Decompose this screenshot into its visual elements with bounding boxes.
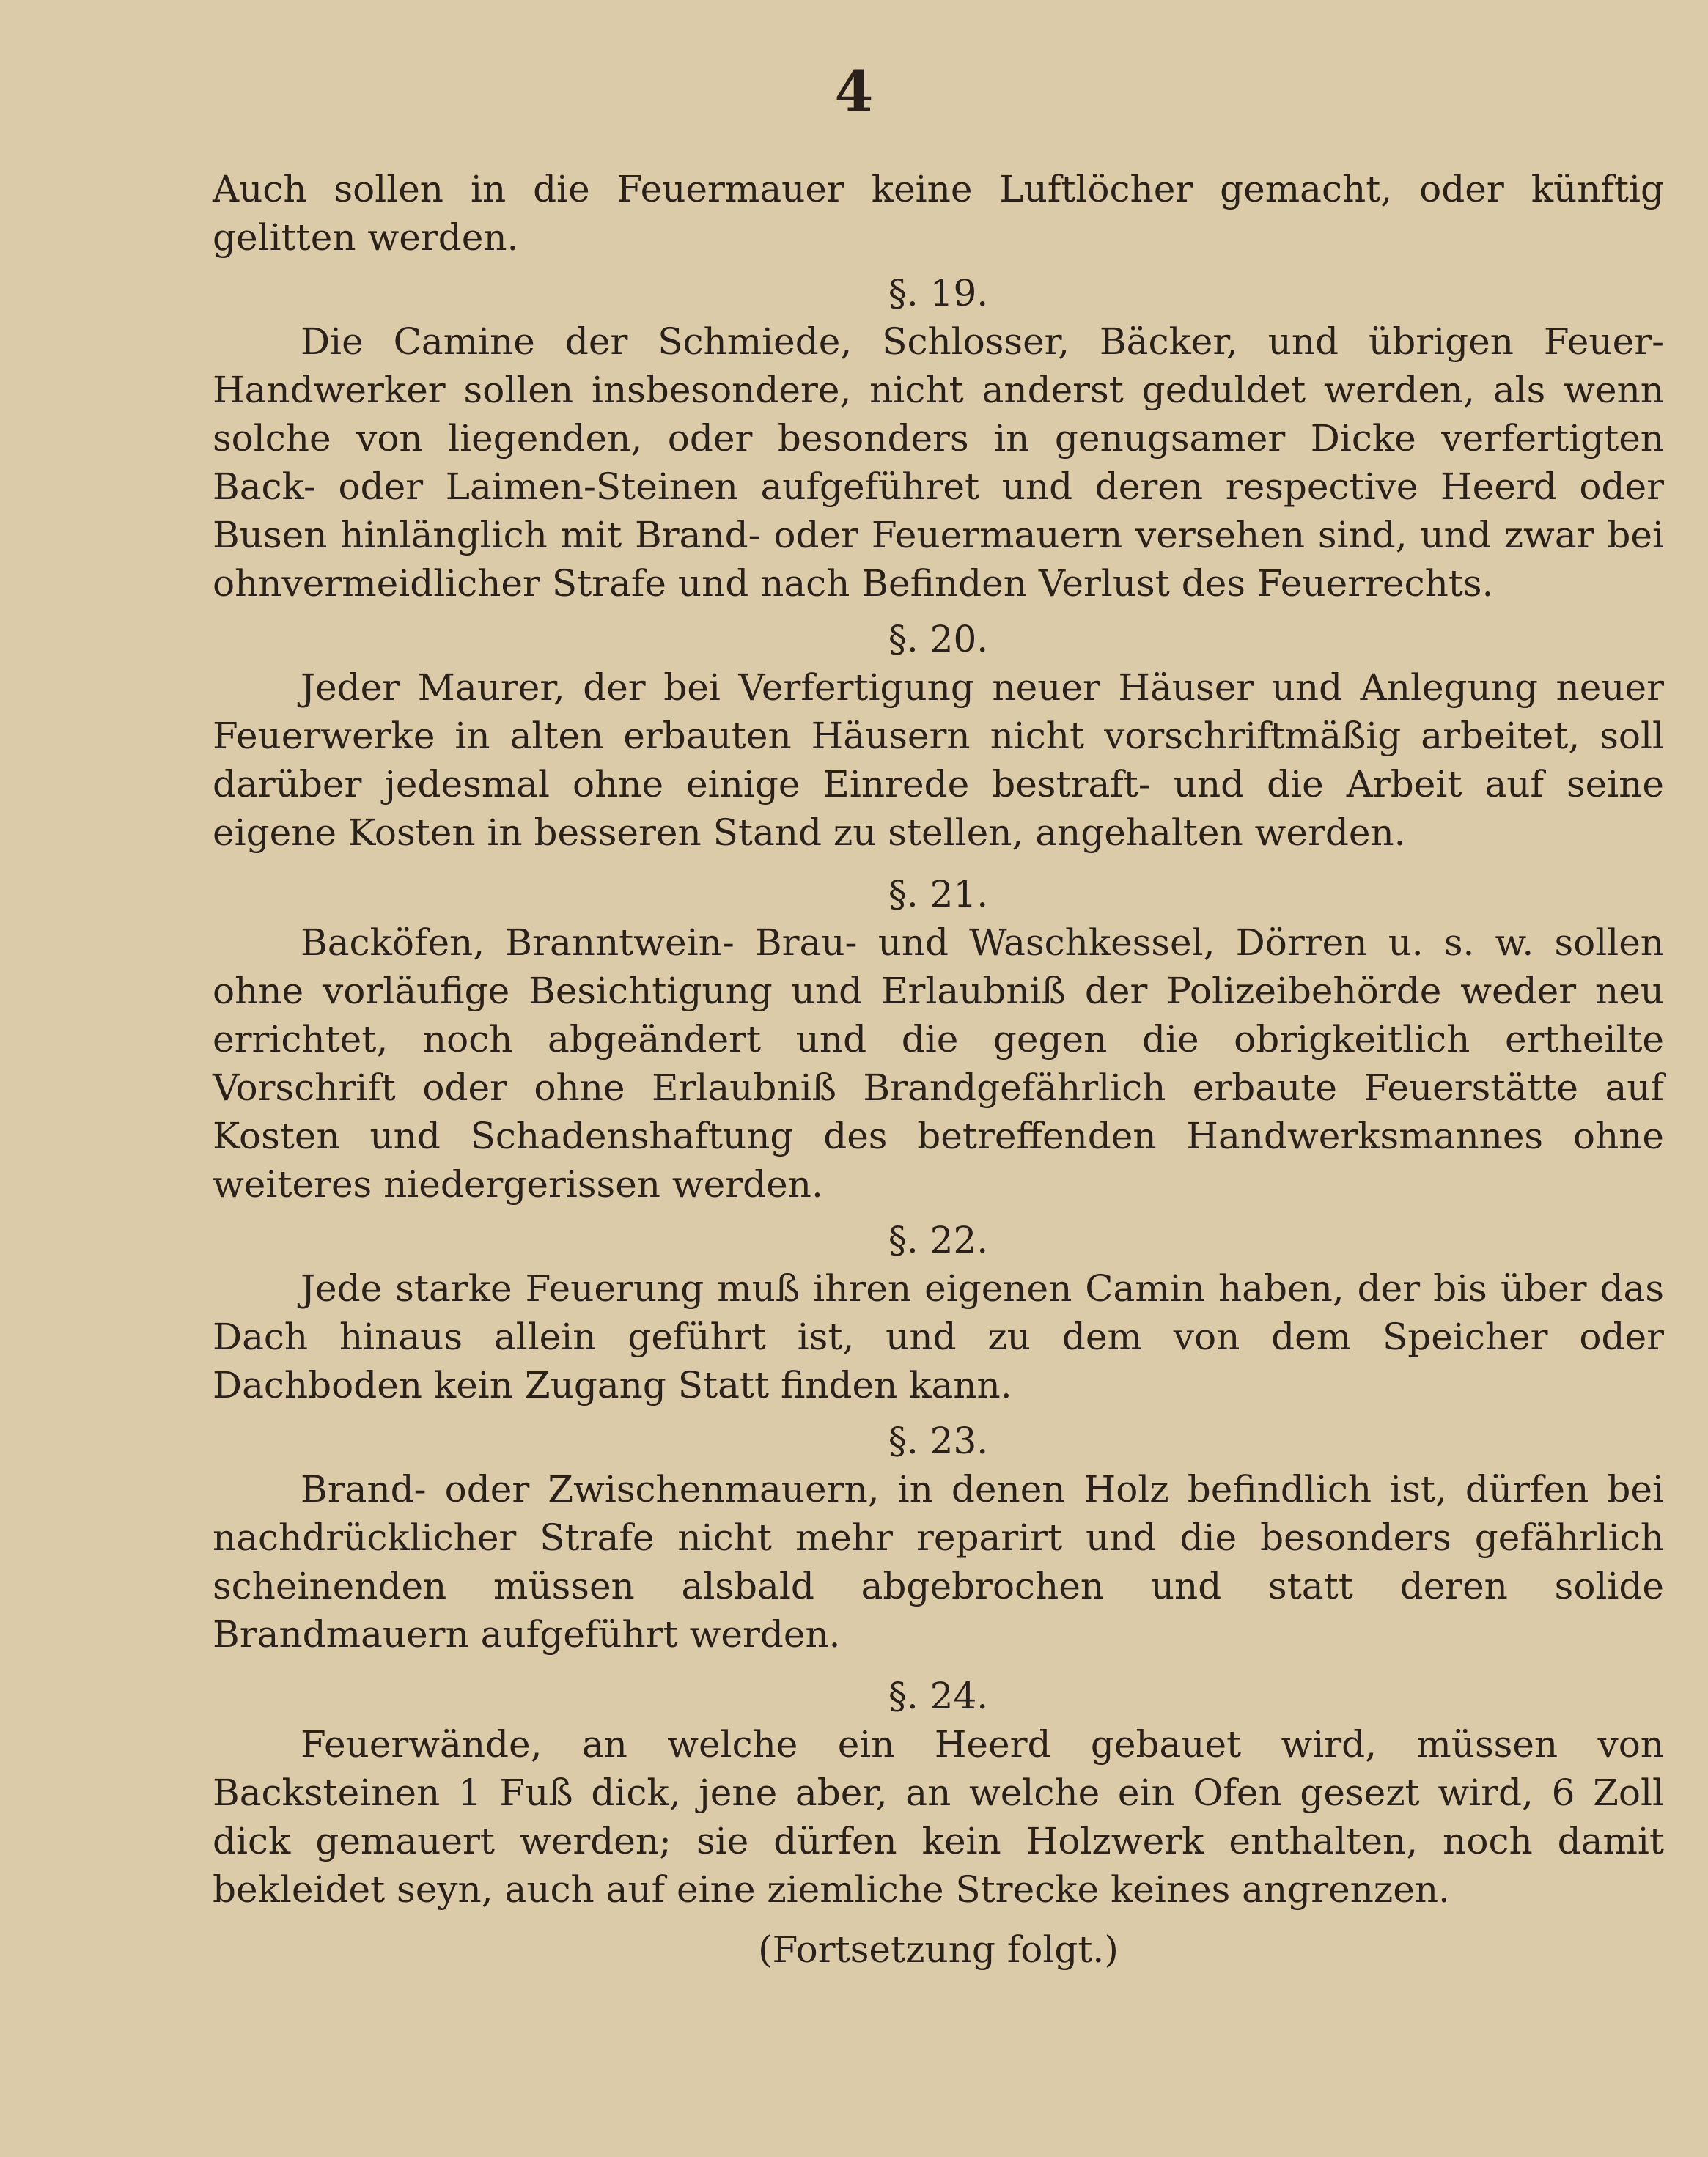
section-heading-24: §. 24. <box>888 1675 989 1717</box>
section-heading-22: §. 22. <box>888 1219 989 1261</box>
section-text-24: Feuerwände, an welche ein Heerd gebauet wird, müssen von Backsteinen 1 Fuß dick, jene aber, an welche ein Ofen gesezt wird, 6 Zoll dick gemauert werden; sie dürfen kein Holzwerk enthalten, noch damit bekleidet seyn, auch auf eine ziemliche Strecke keines angrenzen. <box>213 1723 1664 1911</box>
continuation-note: (Fortsetzung folgt.) <box>758 1928 1119 1971</box>
section-text-21: Backöfen, Branntwein- Brau- und Waschkessel, Dörren u. s. w. sollen ohne vorläufige Besichtigung und Erlaubniß der Polizeibehörde weder neu errichtet, noch abgeändert und die gegen die obrigkeitlich ertheilte Vorschrift oder ohne Erlaubniß Brandgefährlich erbaute Feuerstätte auf Kosten und Schadenshaftung des betreffenden Handwerksmannes ohne weiteres niedergerissen werden. <box>213 921 1664 1206</box>
section-heading-23: §. 23. <box>888 1420 989 1462</box>
intro-paragraph: Auch sollen in die Feuermauer keine Luftlöcher gemacht, oder künftig gelitten werden. <box>213 168 1664 259</box>
section-heading-19: §. 19. <box>888 272 989 314</box>
page-number: 4 <box>834 59 874 124</box>
section-text-22: Jede starke Feuerung muß ihren eigenen Camin haben, der bis über das Dach hinaus allein geführt ist, und zu dem von dem Speicher oder Dachboden kein Zugang Statt finden kann. <box>213 1267 1664 1406</box>
body-text <box>213 165 1664 1974</box>
section-heading-21: §. 21. <box>888 873 989 915</box>
section-heading-20: §. 20. <box>888 618 989 660</box>
section-text-19: Die Camine der Schmiede, Schlosser, Bäcker, und übrigen Feuer-Handwerker sollen insbesondere, nicht anderst geduldet werden, als wenn solche von liegenden, oder besonders in genugsamer Dicke verfertigten Back- oder Laimen-Steinen aufgeführet und deren respective Heerd oder Busen hinlänglich mit Brand- oder Feuermauern versehen sind, und zwar bei ohnvermeidlicher Strafe und nach Befinden Verlust des Feuerrechts. <box>213 320 1664 605</box>
section-text-20: Jeder Maurer, der bei Verfertigung neuer Häuser und Anlegung neuer Feuerwerke in alten erbauten Häusern nicht vorschriftmäßig arbeitet, soll darüber jedesmal ohne einige Einrede bestraft- und die Arbeit auf seine eigene Kosten in besseren Stand zu stellen, angehalten werden. <box>213 666 1664 854</box>
section-text-23: Brand- oder Zwischenmauern, in denen Holz befindlich ist, dürfen bei nachdrücklicher Strafe nicht mehr reparirt und die besonders gefährlich scheinenden müssen alsbald abgebrochen und statt deren solide Brandmauern aufgeführt werden. <box>213 1468 1664 1656</box>
